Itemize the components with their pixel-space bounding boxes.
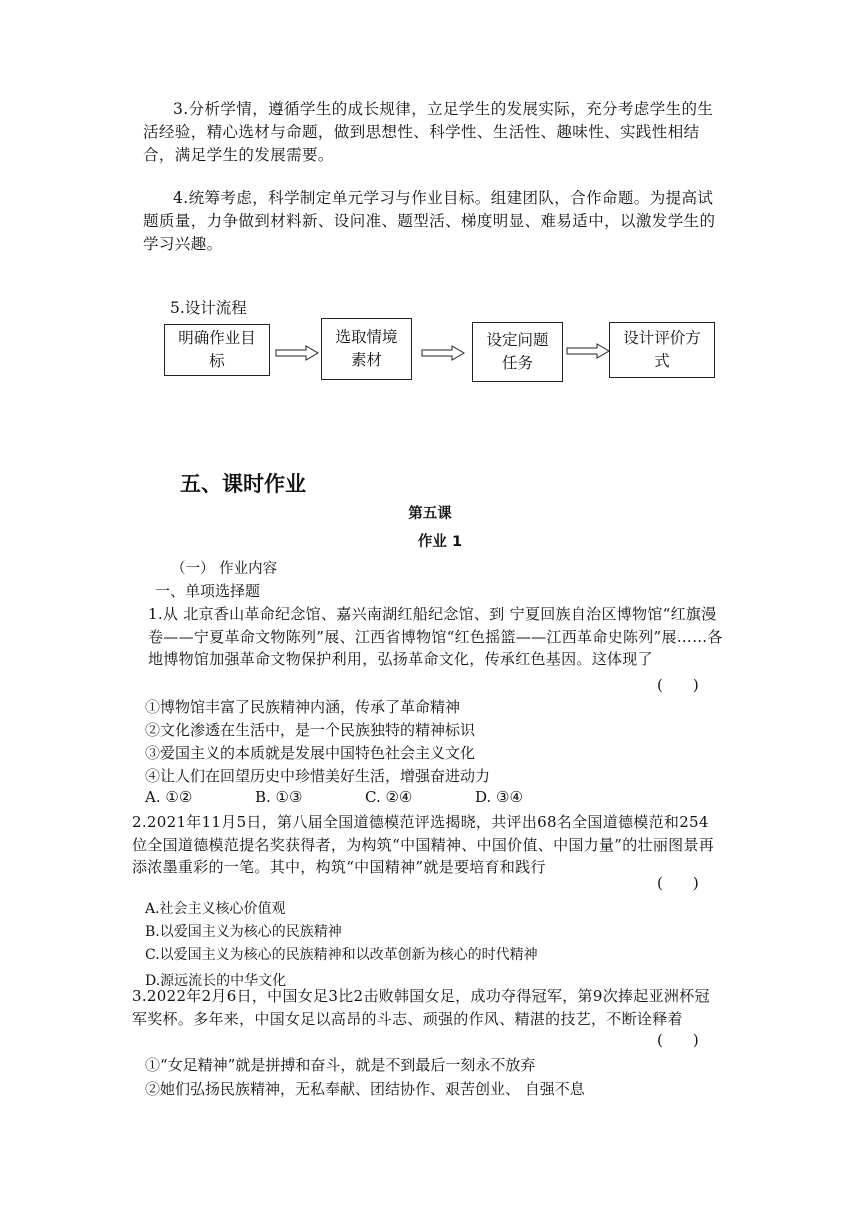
flow-arrow-icon (566, 343, 610, 359)
flow-step-1: 明确作业目标 (164, 324, 270, 376)
question-1-choice-b: B. ①③ (255, 788, 303, 806)
question-2-option-c: C.以爱国主义为核心的民族精神和以改革创新为核心的时代精神 (145, 947, 538, 963)
question-2-stem: 2.2021年11月5日，第八届全国道德模范评选揭晓，共评出68名全国道德模范和254位全国道德模范提名奖获得者，为构筑“中国精神、中国价值、中国力量”的壮丽图景再添浓墨重彩的一笔。其中，构筑“中国精神”就是要培育和践行 (132, 813, 715, 876)
flow-step-4: 设计评价方式 (609, 322, 715, 378)
flow-arrow-icon (421, 345, 465, 361)
question-3-option: ②她们弘扬民族精神，无私奉献、团结协作、艰苦创业、 自强不息 (145, 1080, 585, 1098)
question-1-choice-a: A. ①② (145, 788, 193, 806)
paragraph-planning: 4.统筹考虑，科学制定单元学习与作业目标。组建团队，合作命题。为提高试题质量，力争做到材料新、设问准、题型活、梯度明显、难易适中，以激发学生的学习兴趣。 (143, 189, 716, 253)
question-2-option-d: D.源远流长的中华文化 (145, 973, 287, 989)
flow-step-3: 设定问题任务 (472, 322, 563, 382)
question-3-answer-paren: ( ) (657, 1031, 699, 1049)
question-1-stem: 1.从 北京香山革命纪念馆、嘉兴南湖红船纪念馆、到 宁夏回族自治区博物馆“红旗漫卷——宁夏革命文物陈列”展、江西省博物馆“红色摇篮——江西革命史陈列”展……各地博物馆加强革命文物保护利用，弘扬革命文化，传承红色基因。这体现了 (148, 605, 723, 668)
homework-title: 作业 1 (417, 534, 463, 550)
question-1-choice-c: C. ②④ (365, 788, 413, 806)
homework-content-label: （一） 作业内容 (171, 561, 278, 577)
section-title: 五、课时作业 (180, 472, 306, 496)
question-2-answer-paren: ( ) (657, 874, 699, 892)
flow-step-2: 选取情境素材 (321, 318, 412, 380)
question-1-choice-d: D. ③④ (475, 788, 523, 806)
question-1-option: ②文化渗透在生活中，是一个民族独特的精神标识 (145, 721, 476, 739)
lesson-title: 第五课 (408, 506, 452, 522)
question-1-answer-paren: ( ) (657, 676, 699, 694)
question-type: 一、单项选择题 (155, 582, 261, 600)
paragraph-analysis: 3.分析学情，遵循学生的成长规律，立足学生的发展实际，充分考虑学生的生活经验，精心选材与命题，做到思想性、科学性、生活性、趣味性、实践性相结合，满足学生的发展需要。 (143, 100, 714, 164)
question-1-option: ④让人们在回望历史中珍惜美好生活，增强奋进动力 (145, 767, 491, 785)
question-2-option-a: A.社会主义核心价值观 (145, 901, 286, 917)
flow-title: 5.设计流程 (170, 299, 247, 317)
question-3-stem: 3.2022年2月6日，中国女足3比2击败韩国女足，成功夺得冠军，第9次捧起亚洲杯冠军奖杯。多年来，中国女足以高昂的斗志、顽强的作风、精湛的技艺，不断诠释着 (132, 987, 710, 1028)
question-3-option: ①“女足精神”就是拼搏和奋斗，就是不到最后一刻永不放弃 (145, 1056, 536, 1074)
question-1-option: ③爱国主义的本质就是发展中国特色社会主义文化 (145, 744, 476, 762)
flow-arrow-icon (275, 345, 319, 361)
question-2-option-b: B.以爱国主义为核心的民族精神 (145, 924, 342, 940)
question-1-option: ①博物馆丰富了民族精神内涵，传承了革命精神 (145, 698, 461, 716)
